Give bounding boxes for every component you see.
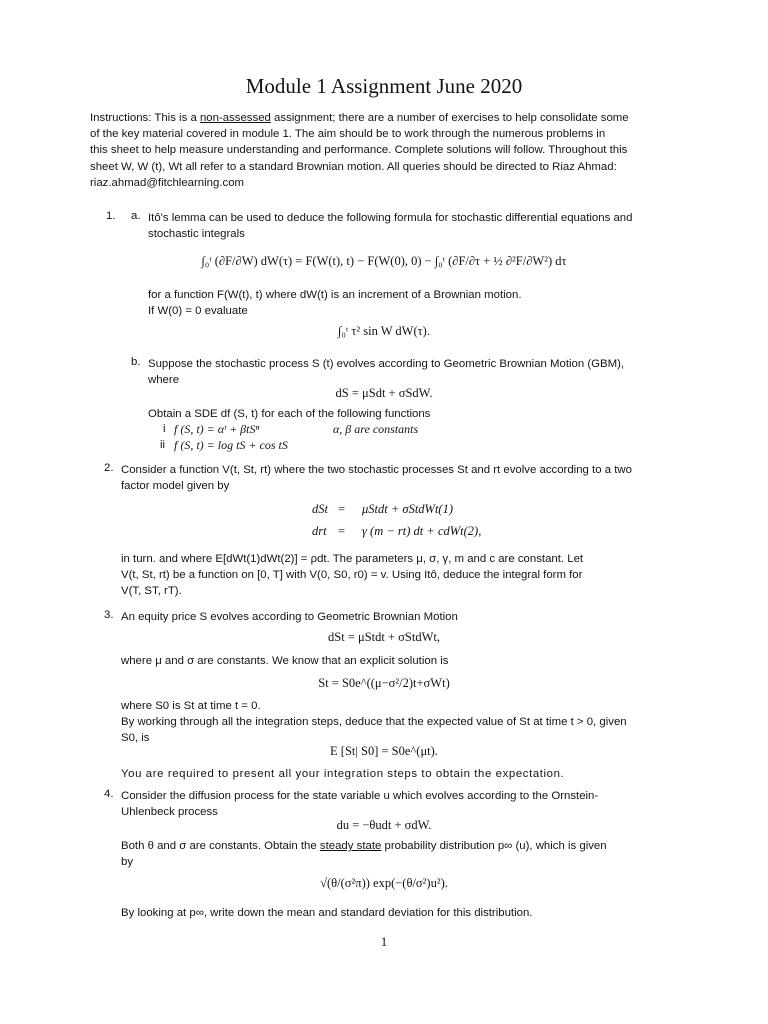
q3-text-3: where S0 is St at time t = 0. By working through all the integration steps, deduce that the expected value of St at time t > 0, given S0, is [121, 700, 627, 745]
q2-eq1-rhs: μStdt + σStdWt(1) [362, 502, 454, 516]
q1-equation-evaluate: ∫₀ᵗ τ² sin W dW(τ). [338, 324, 430, 338]
q4-text-2: Both θ and σ are constants. Obtain the steady state probability distribution p∞ (u), which is given by [121, 840, 607, 869]
page-number: 1 [380, 934, 388, 949]
q3-expectation-equation: E [St| S0] = S0e^(μt). [330, 744, 438, 758]
q1a-text-2: for a function F(W(t), t) where dW(t) is an increment of a Brownian motion. If W(0) = 0 evaluate [148, 289, 522, 318]
q1a-label: a. [131, 210, 141, 222]
q3-gbm-equation: dSt = μStdt + σStdWt, [328, 630, 440, 644]
q4-ou-equation: du = −θudt + σdW. [336, 818, 432, 832]
q4-distribution-equation: √(θ/(σ²π)) exp(−(θ/σ²)u²). [320, 876, 448, 890]
steady-state-underlined: steady state [319, 840, 382, 852]
q4-text-3: By looking at p∞, write down the mean and standard deviation for this distribution. [121, 907, 533, 919]
q2-eq2-rhs: γ (m − rt) dt + cdWt(2), [362, 524, 482, 538]
q1b-label: b. [131, 356, 141, 368]
q2-eq1-equals: = [338, 502, 346, 516]
q1a-text: Itô's lemma can be used to deduce the following formula for stochastic differential equations and stochastic integrals [148, 212, 633, 241]
q3-text: An equity price S evolves according to Geometric Brownian Motion [121, 611, 458, 623]
q2-text-2: in turn. and where E[dWt(1)dWt(2)] = ρdt. The parameters μ, σ, γ, m and c are constant. Let V(t, St, rt) be a function on [0, T] with V(0, S0, r0) = v. Using Itô, deduce the integral form for V(T, ST, rT). [121, 553, 584, 598]
instructions-paragraph [90, 110, 682, 191]
document-title: Module 1 Assignment June 2020 [245, 74, 523, 98]
q1b-gbm-equation: dS = μSdt + σSdW. [335, 386, 433, 400]
intro-line-4: sheet W, W (t), Wt all refer to a standard Brownian motion. All queries should be directed to Riaz Ahmad: [90, 160, 617, 173]
intro-line-1: Instructions: This is a non-assessed assignment; there are a number of exercises to help consolidate some [90, 112, 629, 124]
q1b-i-function: f (S, t) = αᵗ + βtSⁿ [174, 422, 260, 436]
q3-text-2: where μ and σ are constants. We know that an explicit solution is [121, 655, 449, 667]
q3-number: 3. [104, 609, 114, 621]
q1b-i-label: i [163, 423, 166, 435]
q2-number: 2. [104, 462, 114, 474]
q3-explicit-solution: St = S0e^((μ−σ²/2)t+σWt) [318, 676, 450, 690]
non-assessed-underlined: non-assessed [199, 112, 271, 124]
q1-equation-ito-integral: ∫₀ᵗ (∂F/∂W) dW(τ) = F(W(t), t) − F(W(0), 0) − ∫₀ᵗ (∂F/∂τ + ½ ∂²F/∂W²) dτ [201, 254, 567, 268]
q4-text: Consider the diffusion process for the state variable u which evolves according to the Ornstein- Uhlenbeck process [121, 790, 599, 819]
intro-line-5: riaz.ahmad@fitchlearning.com [90, 176, 245, 189]
q1b-ii-label: ii [160, 439, 166, 451]
q2-eq1-lhs: dSt [312, 502, 328, 516]
q1b-text: Suppose the stochastic process S (t) evolves according to Geometric Brownian Motion (GBM), where [148, 358, 625, 387]
q1b-ii-function: f (S, t) = log tS + cos tS [174, 438, 288, 452]
intro-line-2: of the key material covered in module 1. The aim should be to work through the numerous problems in [90, 128, 606, 141]
q1-number: 1. [106, 210, 116, 222]
q3-requirement: You are required to present all your integration steps to obtain the expectation. [121, 768, 565, 780]
q2-eq2-equals: = [338, 524, 346, 538]
q2-eq2-lhs: drt [312, 524, 327, 538]
intro-line-3: this sheet to help measure understanding and performance. Complete solutions will follow. Throughout this [90, 144, 628, 157]
q2-text: Consider a function V(t, St, rt) where the two stochastic processes St and rt evolve according to a two factor model given by [121, 464, 632, 493]
q1b-instruction: Obtain a SDE df (S, t) for each of the following functions [148, 408, 431, 420]
q1b-i-note: α, β are constants [333, 422, 419, 436]
q4-number: 4. [104, 788, 114, 800]
